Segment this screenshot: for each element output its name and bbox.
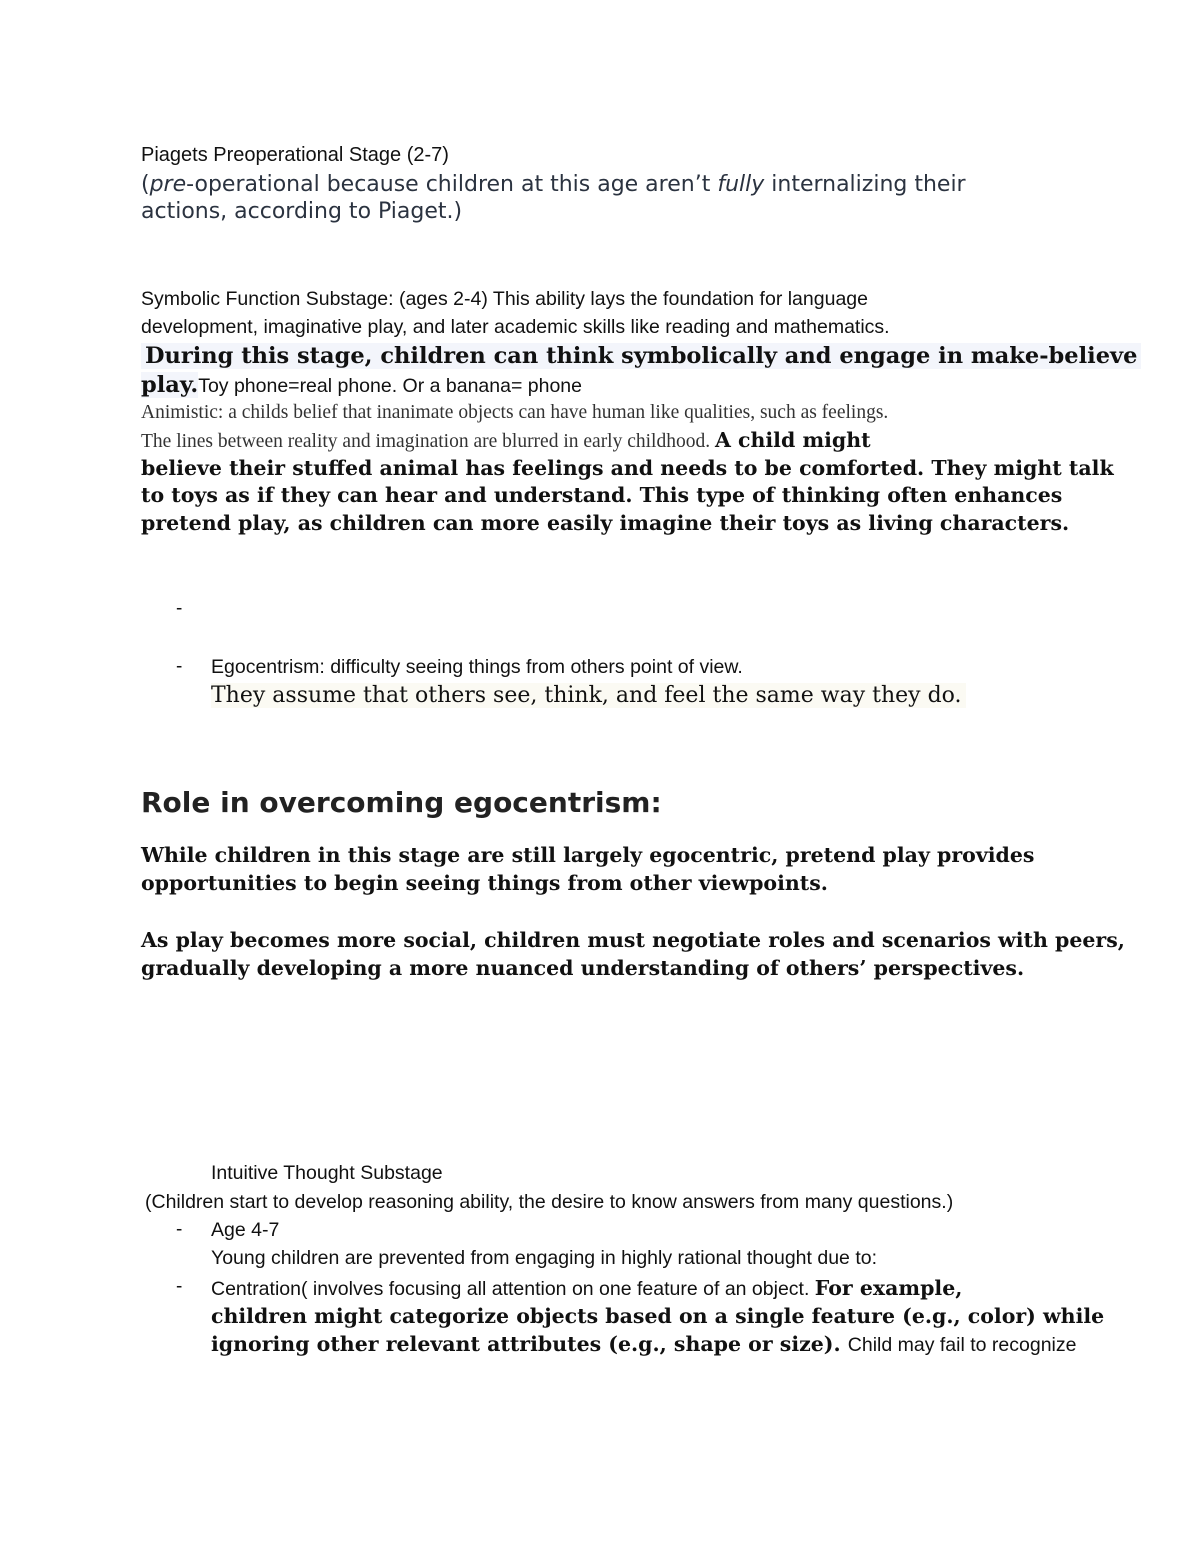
intuitive-prevented: Young children are prevented from engaging in highly rational thought due to: <box>211 1247 877 1269</box>
animistic-bold: A child might <box>714 428 871 452</box>
bullet-dash-empty: - <box>176 598 183 619</box>
centration-bold: For example, <box>814 1276 963 1300</box>
intuitive-description: (Children start to develop reasoning ability, the desire to know answers from many questions.) <box>145 1191 954 1213</box>
animistic-line-2 <box>141 428 871 453</box>
animistic-line-1: Animistic: a childs belief that inanimate objects can have human like qualities, such as feelings. <box>141 402 889 423</box>
subtitle-fully: fully <box>717 172 765 197</box>
centration-line-1 <box>211 1276 962 1301</box>
play-bold: play. <box>141 372 199 398</box>
intuitive-age: Age 4-7 <box>211 1219 280 1241</box>
animistic-line-4: to toys as if they can hear and understand. This type of thinking often enhances <box>141 483 1063 507</box>
symbolic-line-4 <box>141 372 582 398</box>
egocentrism-definition: Egocentrism: difficulty seeing things from others point of view. <box>211 656 743 678</box>
subtitle-pre: pre <box>149 172 187 197</box>
animistic-line-3: believe their stuffed animal has feelings and needs to be comforted. They might talk <box>141 456 1114 480</box>
symbolic-line-3: During this stage, children can think symbolically and engage in make-believe <box>141 343 1141 369</box>
toy-phone-text: Toy phone=real phone. Or a banana= phone <box>198 375 582 397</box>
centration-bold-2: ignoring other relevant attributes (e.g., shape or size). <box>211 1332 848 1356</box>
doc-title: Piagets Preoperational Stage (2-7) <box>141 144 449 166</box>
centration-line-3 <box>211 1332 1076 1357</box>
subtitle-line-1 <box>141 172 966 197</box>
animistic-plain: The lines between reality and imagination are blurred in early childhood. <box>141 431 715 452</box>
subtitle-line-2: actions, according to Piaget.) <box>141 199 463 224</box>
egocentrism-explanation: They assume that others see, think, and feel the same way they do. <box>211 683 966 708</box>
section-heading: Role in overcoming egocentrism: <box>141 786 662 819</box>
role-p2-line-2: gradually developing a more nuanced understanding of others’ perspectives. <box>141 956 1025 980</box>
bullet-dash-egocentrism: - <box>176 656 183 677</box>
centration-line-2: children might categorize objects based on a single feature (e.g., color) while <box>211 1304 1105 1328</box>
role-p1-line-1: While children in this stage are still largely egocentric, pretend play provides <box>141 843 1035 867</box>
subtitle-open-paren: ( <box>141 172 150 197</box>
centration-plain: Centration( involves focusing all attention on one feature of an object. <box>211 1278 815 1300</box>
bullet-dash-age: - <box>176 1219 183 1240</box>
role-p1-line-2: opportunities to begin seeing things from other viewpoints. <box>141 871 828 895</box>
intuitive-title: Intuitive Thought Substage <box>211 1162 443 1184</box>
centration-plain-2: Child may fail to recognize <box>847 1334 1077 1356</box>
symbolic-line-2: development, imaginative play, and later academic skills like reading and mathematics. <box>141 316 890 338</box>
subtitle-rest-2: internalizing their <box>764 172 966 197</box>
symbolic-line-1: Symbolic Function Substage: (ages 2-4) This ability lays the foundation for language <box>141 288 868 310</box>
animistic-line-5: pretend play, as children can more easily imagine their toys as living characters. <box>141 511 1070 535</box>
bullet-dash-centration: - <box>176 1276 183 1297</box>
subtitle-rest-1: -operational because children at this age aren’t <box>186 172 718 197</box>
role-p2-line-1: As play becomes more social, children must negotiate roles and scenarios with peers, <box>141 928 1125 952</box>
